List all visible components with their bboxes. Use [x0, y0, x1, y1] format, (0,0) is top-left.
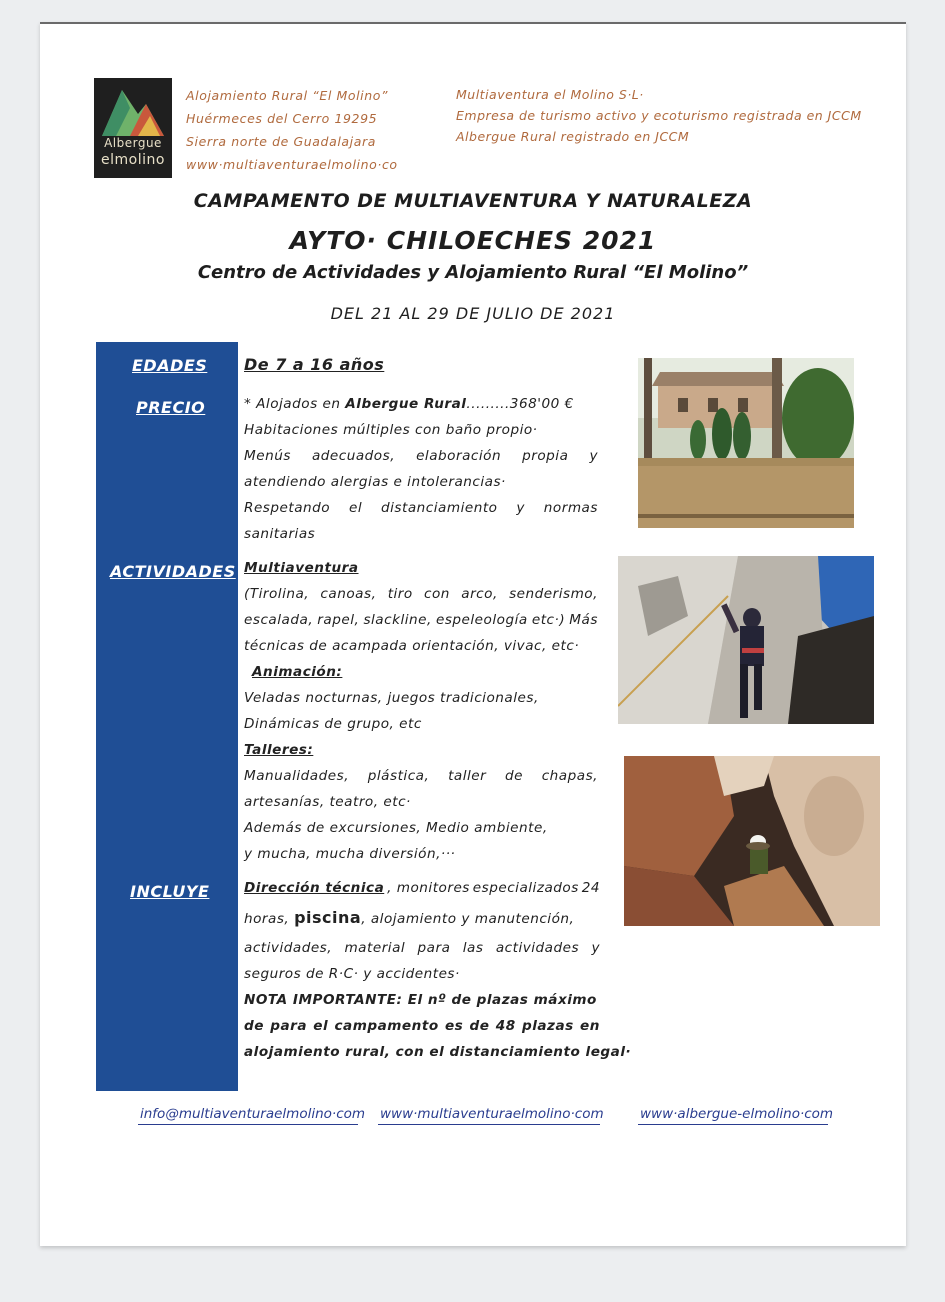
precio-line-5 — [244, 500, 598, 516]
word: adecuados, — [311, 448, 396, 464]
excursiones-line: Además de excursiones, Medio ambiente, — [244, 820, 548, 836]
actividades-line-2 — [244, 612, 598, 628]
header-right-info — [456, 84, 862, 147]
word: de — [244, 1018, 264, 1034]
incluye-line-4: seguros de R·C· y accidentes· — [244, 966, 460, 982]
multiaventura-heading: Multiaventura — [244, 560, 359, 576]
alojamiento-text: , alojamiento y manutención, — [361, 911, 575, 927]
precio-line-1 — [244, 396, 574, 412]
climbing-photo — [618, 556, 874, 724]
nota-line-3: alojamiento rural, con el distanciamiento legal· — [244, 1044, 632, 1060]
word: elaboración — [416, 448, 502, 464]
header-left-line: Alojamiento Rural “El Molino” — [186, 88, 389, 103]
precio-label: PRECIO — [136, 398, 206, 417]
edades-value: De 7 a 16 años — [244, 355, 385, 374]
incluye-line-2 — [244, 908, 574, 927]
albergue-building-photo — [638, 358, 854, 528]
logo-text-elmolino: elmolino — [101, 152, 165, 168]
word: escalada, — [244, 612, 314, 628]
header-left-line: Huérmeces del Cerro 19295 — [186, 111, 378, 126]
top-rule — [40, 22, 906, 24]
word: distanciamiento — [381, 500, 498, 516]
footer-underline — [138, 1124, 358, 1125]
talleres-line-2: artesanías, teatro, etc· — [244, 794, 411, 810]
precio-line-2: Habitaciones múltiples con baño propio· — [244, 422, 538, 438]
talleres-heading: Talleres: — [244, 742, 314, 758]
animacion-line-1: Veladas nocturnas, juegos tradicionales, — [244, 690, 539, 706]
word: para — [417, 940, 451, 956]
word: y — [516, 500, 525, 516]
header-left-info — [186, 84, 398, 176]
word: para — [270, 1018, 308, 1034]
diversion-line: y mucha, mucha diversión,··· — [244, 846, 456, 862]
cave-photo — [624, 756, 880, 926]
animacion-heading: Animación: — [252, 664, 343, 680]
word: canoas, — [320, 586, 377, 602]
word: , monitores — [387, 880, 470, 896]
header-right-line: Albergue Rural registrado en JCCM — [456, 129, 690, 144]
word: de — [504, 768, 523, 784]
incluye-line-3 — [244, 940, 600, 956]
actividades-line-3: técnicas de acampada orientación, vivac, etc· — [244, 638, 580, 654]
word: taller — [448, 768, 487, 784]
header-right-line: Multiaventura el Molino S·L· — [456, 87, 644, 102]
footer-website-link-2[interactable]: www·albergue-elmolino·com — [640, 1106, 834, 1122]
word: actividades — [495, 940, 580, 956]
incluye-label: INCLUYE — [130, 882, 210, 901]
word: Menús — [244, 448, 291, 464]
centro-subtitle: Centro de Actividades y Alojamiento Rural “El Molino” — [197, 262, 749, 283]
header-right-line: Empresa de turismo activo y ecoturismo registrada en JCCM — [456, 108, 862, 123]
footer-underline — [378, 1124, 600, 1125]
word: las — [462, 940, 484, 956]
direccion-tecnica-bold: Dirección técnica — [244, 880, 385, 896]
word: plazas — [521, 1018, 574, 1034]
word: etc·) — [531, 612, 566, 628]
word: especializados — [472, 880, 579, 896]
animacion-line-2: Dinámicas de grupo, etc — [244, 716, 422, 732]
header-left-website: www·multiaventuraelmolino·co — [186, 157, 398, 172]
word: de — [469, 1018, 490, 1034]
flyer-page — [40, 22, 906, 1246]
word: espeleología — [435, 612, 528, 628]
logo-text-albergue: Albergue — [104, 136, 162, 150]
word: plástica, — [367, 768, 430, 784]
blue-sidebar — [96, 342, 238, 1091]
word: en — [580, 1018, 600, 1034]
campamento-title: CAMPAMENTO DE MULTIAVENTURA Y NATURALEZA — [193, 190, 753, 212]
word: rapel, — [317, 612, 360, 628]
nota-line-2 — [244, 1018, 600, 1034]
word: normas — [543, 500, 598, 516]
precio-amount: .........368'00 € — [466, 396, 574, 412]
word: tiro — [387, 586, 413, 602]
word: material — [344, 940, 406, 956]
dates-line: DEL 21 AL 29 DE JULIO DE 2021 — [330, 304, 616, 323]
word: arco, — [461, 586, 498, 602]
word: el — [348, 500, 363, 516]
word: Manualidades, — [244, 768, 350, 784]
word: el — [313, 1018, 329, 1034]
word: 24 — [581, 880, 600, 896]
horas-text: horas, — [244, 911, 295, 927]
albergue-rural-bold: Albergue Rural — [345, 396, 467, 412]
precio-line-3 — [244, 448, 598, 464]
word: senderismo, — [509, 586, 598, 602]
piscina-bold: piscina — [294, 908, 362, 927]
header-left-line: Sierra norte de Guadalajara — [186, 134, 377, 149]
word: y — [589, 448, 598, 464]
word: campamento — [334, 1018, 439, 1034]
incluye-line-1 — [244, 880, 600, 896]
edades-label: EDADES — [132, 356, 208, 375]
actividades-line-1 — [244, 586, 598, 602]
precio-line-4: atendiendo alergias e intolerancias· — [244, 474, 506, 490]
word: propia — [522, 448, 569, 464]
albergue-logo — [94, 78, 172, 178]
ayto-title: AYTO· CHILOECHES 2021 — [289, 226, 657, 255]
word: actividades, — [244, 940, 333, 956]
precio-prefix: * Alojados en — [244, 396, 346, 412]
word: slackline, — [363, 612, 432, 628]
actividades-label: ACTIVIDADES — [110, 562, 236, 581]
word: (Tirolina, — [244, 586, 310, 602]
precio-line-6: sanitarias — [244, 526, 316, 542]
talleres-line-1 — [244, 768, 598, 784]
word: es — [444, 1018, 464, 1034]
word: 48 — [495, 1018, 516, 1034]
word: chapas, — [541, 768, 598, 784]
footer-email-link[interactable]: info@multiaventuraelmolino·com — [140, 1106, 366, 1122]
word: con — [424, 586, 450, 602]
word: Más — [569, 612, 598, 628]
footer-website-link-1[interactable]: www·multiaventuraelmolino·com — [380, 1106, 604, 1122]
nota-line-1: NOTA IMPORTANTE: El nº de plazas máximo — [244, 992, 597, 1008]
footer-underline — [638, 1124, 828, 1125]
word: y — [591, 940, 600, 956]
word: Respetando — [244, 500, 331, 516]
